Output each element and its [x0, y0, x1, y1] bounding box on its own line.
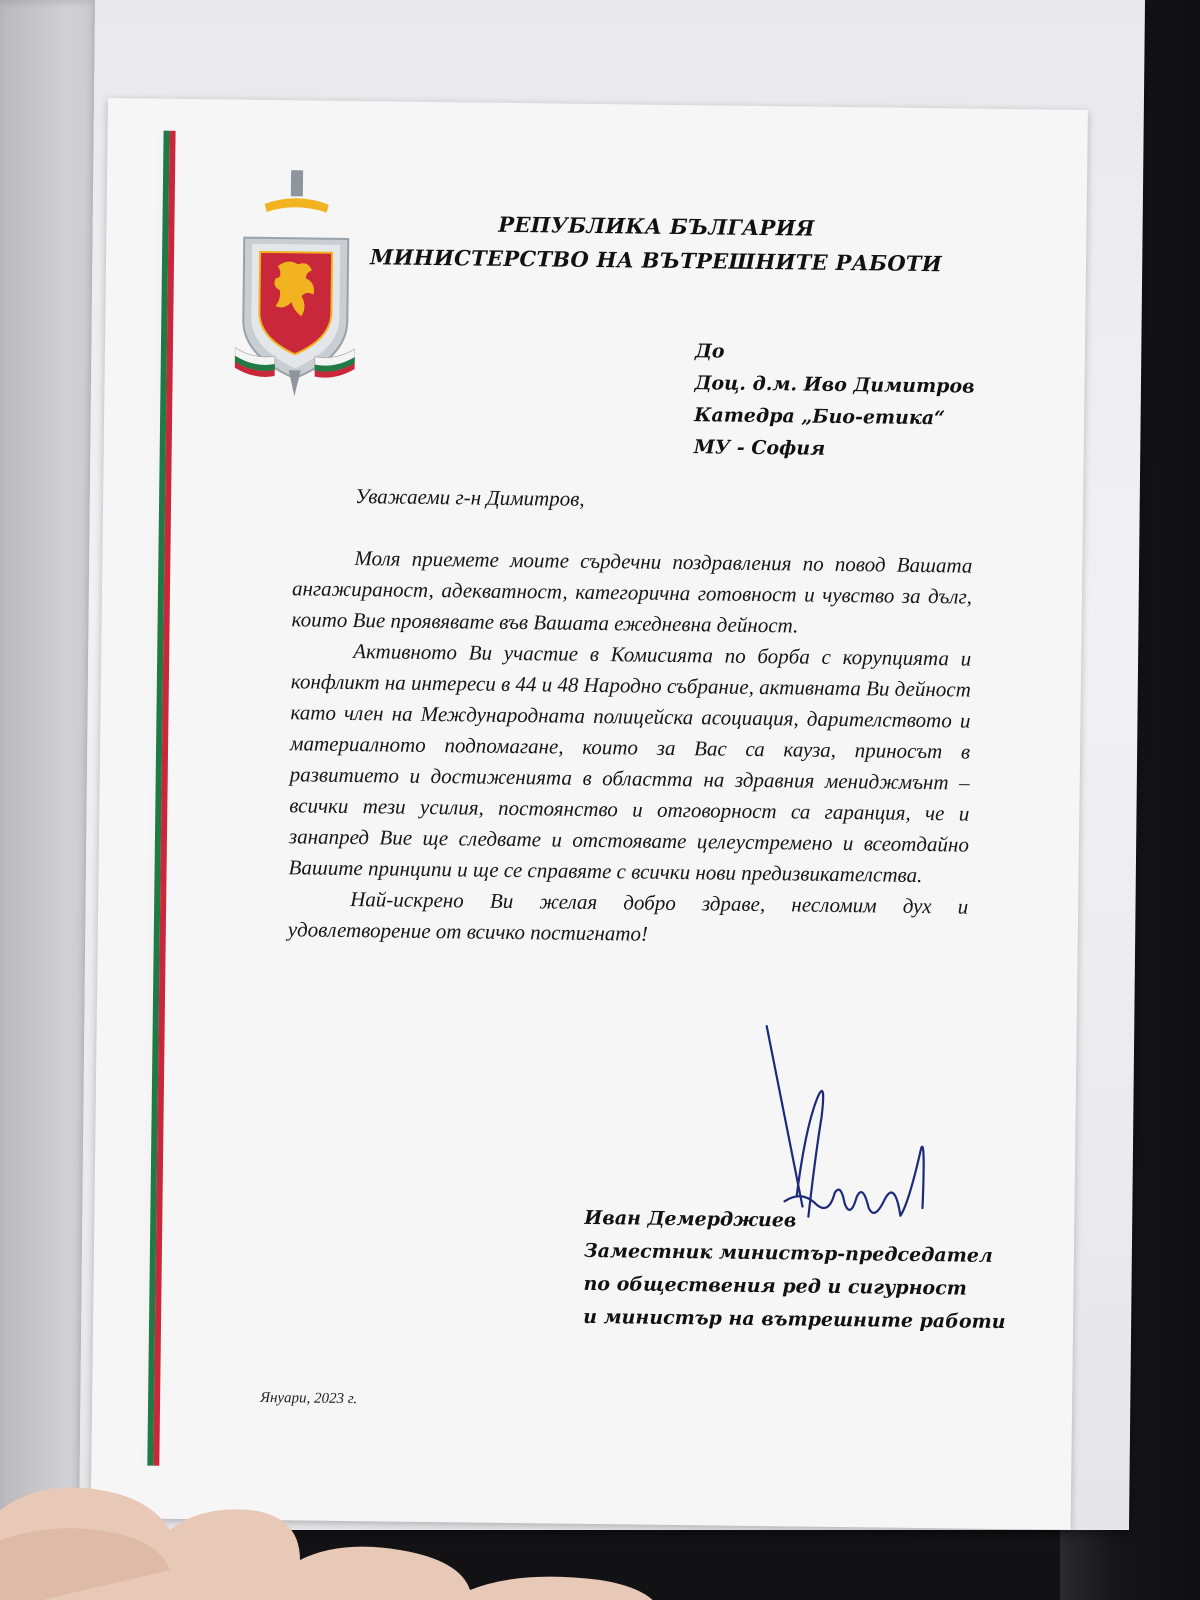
letter-sheet: [91, 98, 1088, 1530]
recipient-block: [694, 335, 976, 466]
hand-holding-folder: [0, 1470, 660, 1600]
letterhead: [356, 206, 957, 281]
signer-name: Иван Демерджиев: [584, 1206, 797, 1232]
signer-block: [583, 1202, 1007, 1339]
mvr-coat-of-arms-icon: [234, 170, 357, 401]
letterhead-country: РЕПУБЛИКА БЪЛГАРИЯ: [498, 211, 815, 241]
paragraph-congratulations: Моля приемете моите сърдечни поздравления по повод Вашата ангажираност, адекватност, категорична готовност и чувство за дълг, които Вие проявявате във Вашата ежедневна дейност.: [291, 546, 973, 638]
letterhead-ministry: МИНИСТЕРСТВО НА ВЪТРЕШНИТЕ РАБОТИ: [369, 244, 943, 277]
paragraph-wishes: Най-искрено Ви желая добро здраве, несломим дух и удовлетворение от всичко постигнато!: [287, 887, 969, 946]
recipient-institution: МУ - София: [693, 436, 826, 460]
paragraph-activities: Активното Ви участие в Комисията по борба с корупцията и конфликт на интереси в 44 и 48 Народно събрание, активната Ви дейност като член на Международната полицейска асоциация, дарителството и материалното подпомагане, които за Вас са кауза, приносът в развитието и достиженията в областта на здравния мениджмънт – всички тези усилия, постоянство и отговорност са гаранция, че и занапред Вие ще следвате и отстоявате целеустремено и всеотдайно Вашите принципи и ще се справяте с всички нови предизвикателства.: [288, 639, 972, 888]
salutation: Уважаеми г-н Димитров,: [355, 484, 585, 511]
signer-title-3: и министър на вътрешните работи: [583, 1305, 1006, 1334]
signer-title-1: Заместник министър-председател: [583, 1239, 993, 1267]
recipient-department: Катедра „Био-етика“: [694, 404, 946, 430]
letter-date: Януари, 2023 г.: [260, 1389, 358, 1408]
letter-body: [288, 480, 974, 953]
recipient-to: До: [694, 340, 725, 363]
recipient-name: Доц. д.м. Иво Димитров: [694, 372, 975, 398]
bulgarian-tricolor-stripe: [141, 131, 175, 1466]
signer-title-2: по обществения ред и сигурност: [583, 1272, 967, 1300]
